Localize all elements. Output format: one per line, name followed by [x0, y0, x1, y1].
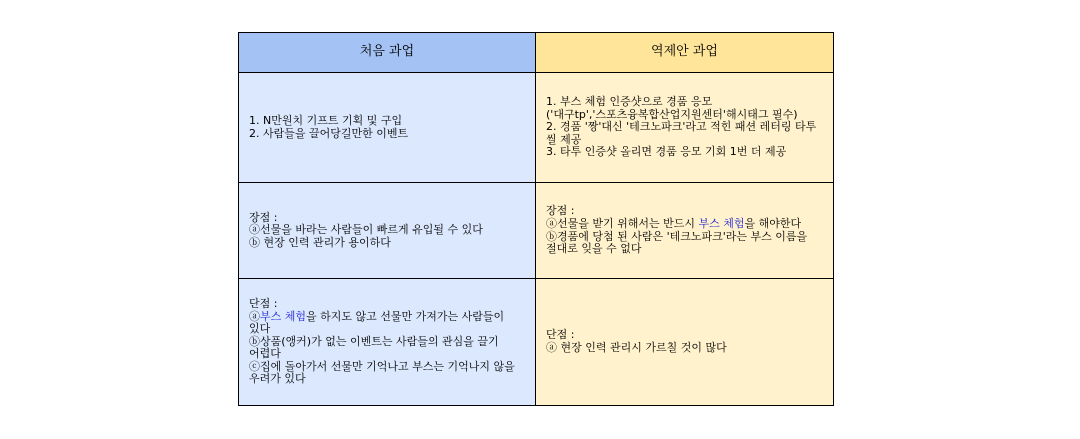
initial-cons-c: ⓒ집에 돌아가서 선물만 기억나고 부스는 기억나지 않을 우려가 있다	[249, 359, 515, 386]
counter-task-item-2: 2. 경품 '짱'대신 '테크노파크'라고 적힌 패션 레터링 타투 씰 제공	[546, 120, 817, 146]
initial-pros-cell	[239, 183, 536, 279]
table-header-row	[239, 33, 834, 73]
counter-cons-a: ⓐ 현장 인력 관리시 가르칠 것이 많다	[546, 341, 727, 354]
initial-cons-cell	[239, 279, 536, 406]
counter-task-item-3: 3. 타투 인증샷 올리면 경품 응모 기회 1번 더 제공	[546, 145, 787, 159]
counter-cons-title: 단점 :	[546, 328, 575, 342]
table-row-cons	[239, 279, 834, 406]
table-row-pros	[239, 183, 834, 279]
counter-pros-a-text-before: ⓐ선물을 받기 위해서는 반드시	[546, 216, 699, 230]
counter-pros-a-text-after: 을 해야한다	[744, 216, 802, 230]
counter-pros-a-highlight: 부스 체험	[698, 216, 745, 230]
table-row-tasks	[239, 73, 834, 183]
initial-pros-title: 장점 :	[249, 210, 278, 224]
initial-cons-a-highlight: 부스 체험	[260, 309, 307, 323]
counter-task-cell	[536, 73, 834, 183]
initial-cons-title: 단점 :	[249, 296, 278, 310]
initial-cons-a	[249, 311, 525, 336]
initial-pros-a: ⓐ선물을 바라는 사람들이 빠르게 유입될 수 있다	[249, 223, 483, 237]
counter-pros-title: 장점 :	[546, 204, 575, 218]
counter-pros-b: ⓑ경품에 당첨 된 사람은 '테크노파크'라는 부스 이름을 절대로 잊을 수 없다	[546, 229, 808, 256]
comparison-table	[238, 32, 834, 406]
initial-cons-b: ⓑ상품(앵커)가 없는 이벤트는 사람들의 관심을 끌기 어렵다	[249, 334, 499, 361]
initial-task-item-2: 2. 사람들을 끌어당길만한 이벤트	[249, 126, 409, 140]
counter-pros-a	[546, 218, 823, 231]
initial-task-item-1: 1. N만원치 기프트 기획 및 구입	[249, 113, 403, 127]
initial-cons-a-prefix: ⓐ	[249, 309, 260, 323]
initial-pros-b: ⓑ 현장 인력 관리가 용이하다	[249, 235, 391, 249]
counter-pros-cell	[536, 183, 834, 279]
counter-cons-cell	[536, 279, 834, 406]
counter-task-item-1: 1. 부스 체험 인증샷으로 경품 응모('대구tp','스포츠융복합산업지원센터'해시태그 필수)	[546, 95, 798, 121]
header-counter-proposal-task: 역제안 과업	[536, 33, 834, 73]
initial-cons-a-text-after: 을 하지도 않고 선물만 가져가는 사람들이 있다	[249, 309, 505, 336]
header-initial-task: 처음 과업	[239, 33, 536, 73]
initial-task-cell	[239, 73, 536, 183]
